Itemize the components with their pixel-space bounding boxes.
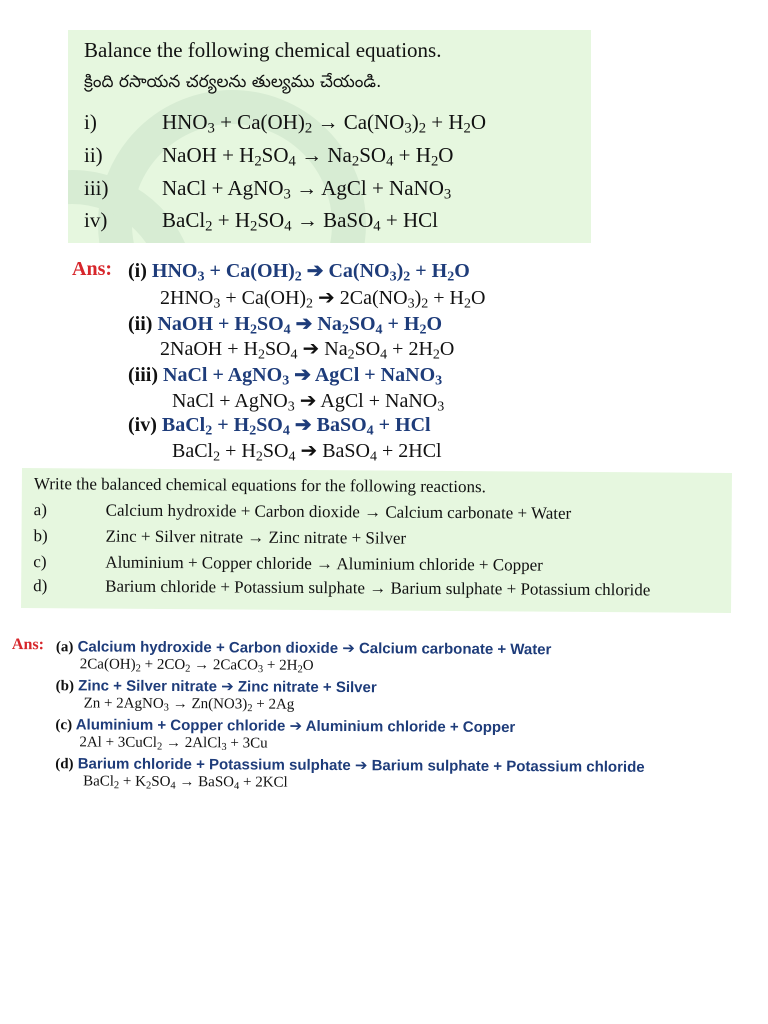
answer-index: (iii) bbox=[128, 364, 158, 386]
answer-index: (c) bbox=[55, 717, 73, 734]
balanced-equation: Zn + 2AgNO$_3$ → $Zn(NO3)_2 + 2Ag$ bbox=[83, 695, 295, 715]
item-equation: Zinc + Silver nitrate → Zinc nitrate + Silver bbox=[105, 526, 407, 548]
item-number: iv) bbox=[84, 208, 108, 232]
balanced-equation: $2Ca(OH)_2 + 2CO_2$ → 2CaCO$_3$ + $2H_2O$ bbox=[79, 656, 314, 676]
question-1-title: Balance the following chemical equations. bbox=[84, 38, 442, 62]
item-letter: b) bbox=[33, 526, 48, 546]
answer-question-equation: NaCl + AgNO$_3$ ➔ AgCl + NaNO$_3$ bbox=[163, 364, 443, 389]
item-number: ii) bbox=[84, 143, 103, 167]
item-equation: BaCl$_2$ + $H_2SO_4$ → BaSO$_4$ + HCl bbox=[162, 208, 438, 235]
answer-label: Ans: bbox=[11, 636, 45, 654]
balanced-equation: BaCl$_2$ + $K_2SO_4$ → BaSO$_4$ + 2KCl bbox=[83, 773, 288, 793]
answer-question-equation: Zinc + Silver nitrate ➔ Zinc nitrate + Silver bbox=[78, 677, 377, 697]
answer-question-line bbox=[128, 362, 442, 387]
answer-2-section bbox=[11, 636, 757, 793]
item-letter: c) bbox=[33, 552, 47, 572]
answer-index: (a) bbox=[55, 639, 74, 656]
answer-question-equation: $HNO_3 + Ca(OH)_2$ ➔ $Ca(NO_3)_2 + H_2O$ bbox=[151, 260, 470, 285]
answer-label: Ans: bbox=[72, 258, 113, 280]
question-1-box bbox=[68, 30, 591, 243]
item-equation: Barium chloride + Potassium sulphate → Barium sulphate + Potassium chloride bbox=[105, 576, 651, 600]
item-equation: NaOH + $H_2SO_4 \to Na_2SO_4 + H_2O$ bbox=[162, 143, 454, 170]
item-number: iii) bbox=[84, 176, 109, 200]
question-2-title: Write the balanced chemical equations for the following reactions. bbox=[33, 474, 486, 497]
answer-question-equation: BaCl$_2$ + $H_2SO_4$ ➔ BaSO$_4$ + HCl bbox=[161, 414, 431, 439]
balanced-equation: $2HNO_3 + Ca(OH)_2$ ➔ $2Ca(NO_3)_2 + H_2O$ bbox=[160, 287, 486, 312]
answer-question-line bbox=[56, 676, 377, 697]
answer-question-equation: Barium chloride + Potassium sulphate ➔ Barium sulphate + Potassium chloride bbox=[77, 755, 645, 776]
item-letter: d) bbox=[33, 576, 48, 596]
item-number: i) bbox=[84, 110, 97, 134]
answer-index: (b) bbox=[55, 678, 75, 695]
item-equation: Aluminium + Copper chloride → Aluminium chloride + Copper bbox=[105, 552, 543, 575]
balanced-equation: BaCl$_2$ + $H_2SO_4$ ➔ BaSO$_4$ + 2HCl bbox=[172, 440, 442, 465]
answer-index: (ii) bbox=[128, 313, 153, 335]
answer-index: (iv) bbox=[128, 414, 157, 436]
balanced-equation: NaCl + AgNO$_3$ ➔ AgCl + NaNO$_3$ bbox=[172, 390, 445, 415]
answer-question-line bbox=[128, 412, 431, 437]
answer-question-equation: Aluminium + Copper chloride ➔ Aluminium chloride + Copper bbox=[75, 716, 516, 737]
answer-index: (d) bbox=[55, 756, 74, 773]
item-equation: $HNO_3 + Ca(OH)_2 \to Ca(NO_3)_2 + H_2O$ bbox=[162, 110, 487, 137]
answer-question-equation: Calcium hydroxide + Carbon dioxide ➔ Calcium carbonate + Water bbox=[77, 638, 552, 659]
balanced-equation: 2NaOH + $H_2SO_4$ ➔ $Na_2SO_4 + 2H_2O$ bbox=[160, 338, 455, 363]
answer-index: (i) bbox=[128, 260, 147, 282]
item-letter: a) bbox=[33, 500, 47, 520]
answer-question-equation: NaOH + $H_2SO_4$ ➔ $Na_2SO_4 + H_2O$ bbox=[157, 313, 443, 338]
answer-question-line bbox=[128, 258, 470, 283]
balanced-equation: 2Al + 3CuCl$_2$ → 2AlCl$_3$ + 3Cu bbox=[79, 734, 268, 753]
question-2-box bbox=[21, 468, 732, 613]
question-1-telugu-instruction: క్రింది రసాయన చర్యలను తుల్యము చేయండి. bbox=[84, 72, 382, 92]
item-equation: NaCl + AgNO$_3$ → AgCl + NaNO$_3$ bbox=[162, 176, 452, 203]
answer-question-line bbox=[128, 311, 442, 336]
item-equation: Calcium hydroxide + Carbon dioxide → Calcium carbonate + Water bbox=[105, 500, 572, 523]
